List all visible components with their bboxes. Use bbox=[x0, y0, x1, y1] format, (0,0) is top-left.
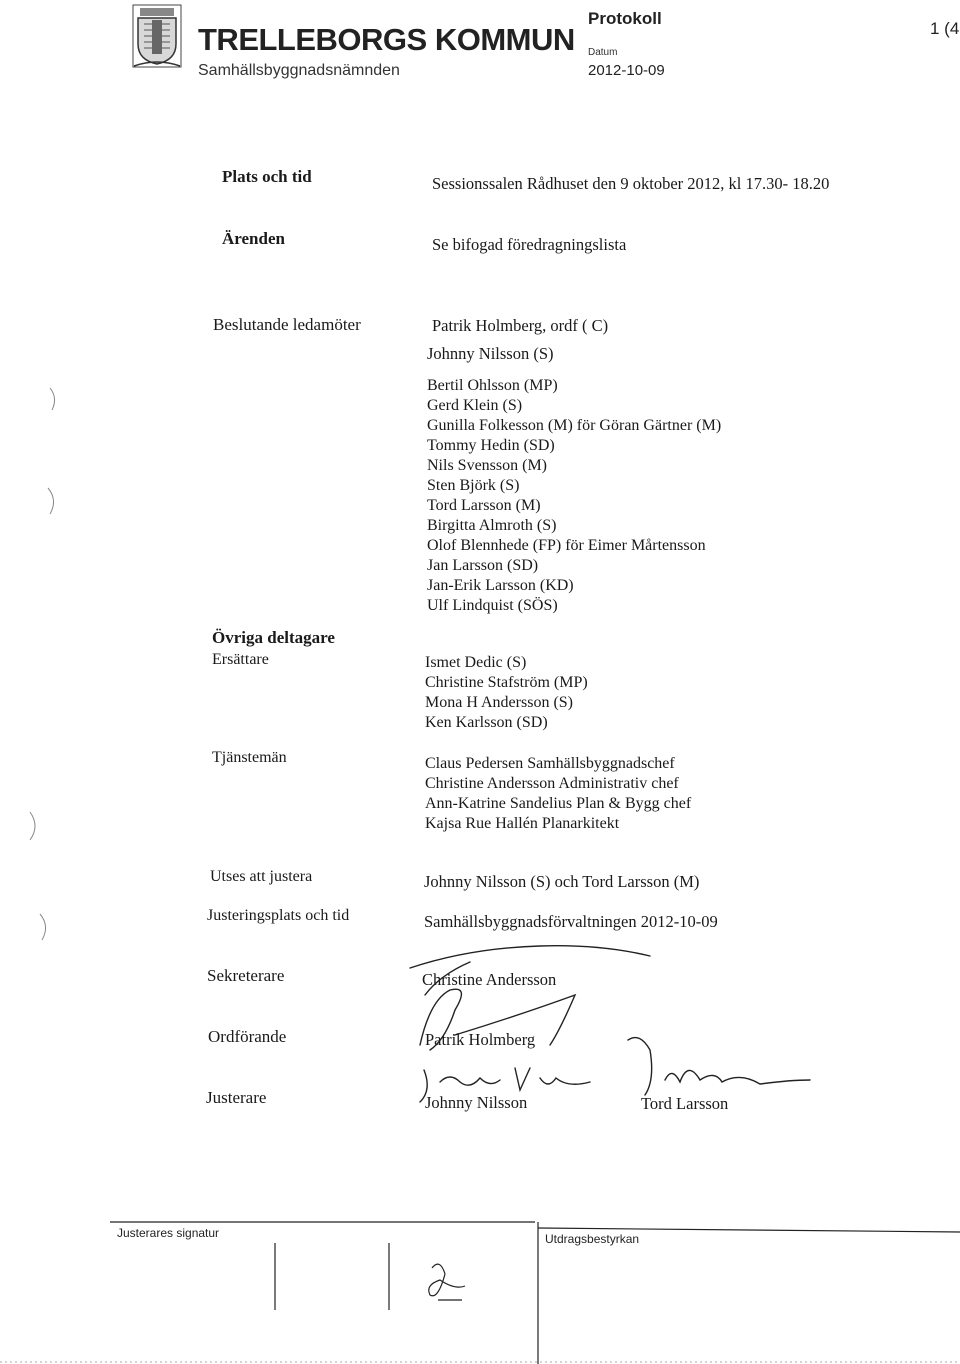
list-item: Olof Blennhede (FP) för Eimer Mårtensson bbox=[427, 537, 706, 554]
list-item: Ann-Katrine Sandelius Plan & Bygg chef bbox=[425, 795, 692, 812]
appointed-adjusters-label: Utses att justera bbox=[210, 868, 313, 885]
list-item: Sten Björk (S) bbox=[427, 477, 520, 494]
vice-chair-member: Johnny Nilsson (S) bbox=[427, 344, 554, 363]
agenda-label: Ärenden bbox=[222, 229, 285, 248]
list-item: Ismet Dedic (S) bbox=[425, 654, 527, 671]
place-time-value: Sessionssalen Rådhuset den 9 oktober 2012, kl 17.30- 18.20 bbox=[432, 174, 830, 193]
adjuster-1-name: Johnny Nilsson bbox=[425, 1093, 528, 1112]
signature-box-label: Justerares signatur bbox=[117, 1226, 220, 1240]
list-item: Ken Karlsson (SD) bbox=[425, 714, 548, 731]
list-item: Nils Svensson (M) bbox=[427, 457, 548, 474]
chair-member: Patrik Holmberg, ordf ( C) bbox=[432, 316, 609, 335]
list-item: Jan-Erik Larsson (KD) bbox=[427, 577, 574, 594]
list-item: Ulf Lindquist (SÖS) bbox=[427, 597, 558, 614]
document-type: Protokoll bbox=[588, 9, 662, 28]
date-label: Datum bbox=[588, 47, 618, 58]
date-value: 2012-10-09 bbox=[588, 62, 665, 79]
adjustment-place-value: Samhällsbyggnadsförvaltningen 2012-10-09 bbox=[424, 912, 718, 931]
secretary-name: Christine Andersson bbox=[422, 970, 557, 989]
list-item: Christine Andersson Administrativ chef bbox=[425, 775, 679, 792]
secretary-label: Sekreterare bbox=[207, 966, 285, 985]
chair-label: Ordförande bbox=[208, 1027, 287, 1046]
substitutes-label: Ersättare bbox=[212, 651, 269, 668]
list-item: Christine Stafström (MP) bbox=[425, 674, 588, 691]
list-item: Bertil Ohlsson (MP) bbox=[427, 377, 558, 394]
list-item: Claus Pedersen Samhällsbyggnadschef bbox=[425, 755, 675, 772]
officials-label: Tjänstemän bbox=[212, 749, 287, 766]
department-name: Samhällsbyggnadsnämnden bbox=[198, 62, 400, 79]
list-item: Tommy Hedin (SD) bbox=[427, 437, 555, 454]
adjusters-label: Justerare bbox=[206, 1088, 267, 1107]
place-time-label: Plats och tid bbox=[222, 167, 312, 186]
list-item: Gunilla Folkesson (M) för Göran Gärtner (M) bbox=[427, 417, 722, 434]
chair-name: Patrik Holmberg bbox=[425, 1030, 536, 1049]
adjuster-2-name: Tord Larsson bbox=[641, 1094, 729, 1113]
list-item: Jan Larsson (SD) bbox=[427, 557, 539, 574]
voting-members-label: Beslutande ledamöter bbox=[213, 315, 361, 334]
list-item: Tord Larsson (M) bbox=[427, 497, 541, 514]
agenda-value: Se bifogad föredragningslista bbox=[432, 235, 627, 254]
appointed-adjusters-value: Johnny Nilsson (S) och Tord Larsson (M) bbox=[424, 872, 700, 891]
list-item: Kajsa Rue Hallén Planarkitekt bbox=[425, 815, 620, 832]
list-item: Birgitta Almroth (S) bbox=[427, 517, 557, 534]
extract-box-label: Utdragsbestyrkan bbox=[545, 1232, 640, 1246]
page-number: 1 (4 bbox=[930, 19, 960, 38]
organization-name: TRELLEBORGS KOMMUN bbox=[198, 22, 575, 57]
footer-initials bbox=[429, 1264, 465, 1300]
list-item: Mona H Andersson (S) bbox=[425, 694, 573, 711]
adjustment-place-label: Justeringsplats och tid bbox=[207, 907, 350, 924]
other-participants-label: Övriga deltagare bbox=[212, 628, 335, 647]
list-item: Gerd Klein (S) bbox=[427, 397, 523, 414]
